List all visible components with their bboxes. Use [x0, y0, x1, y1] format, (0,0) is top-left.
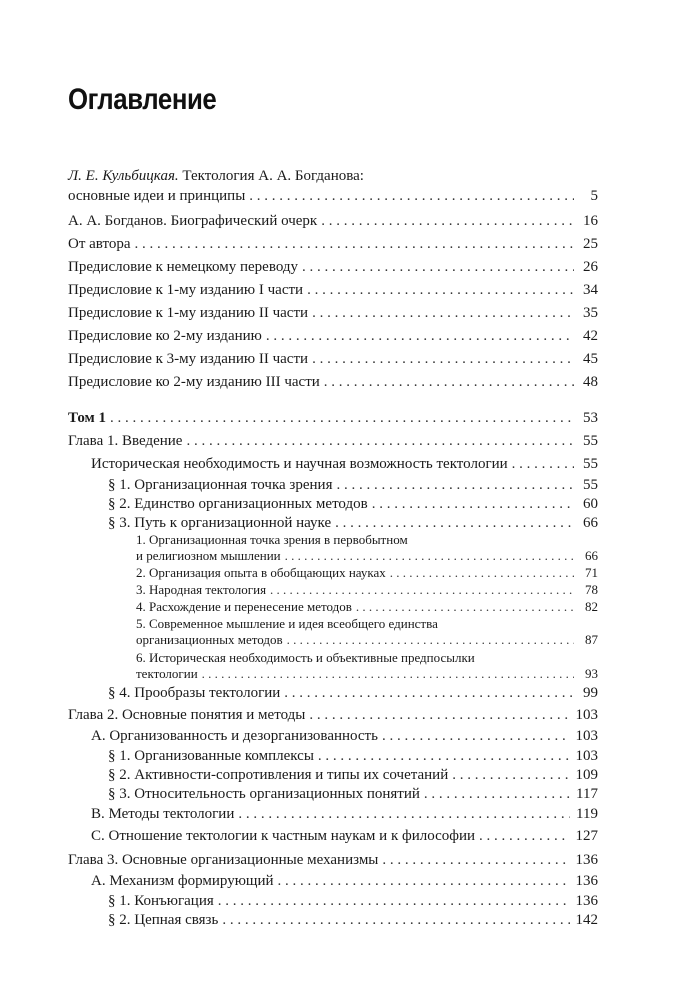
toc-entry-label: Предисловие ко 2-му изданию III части	[68, 374, 320, 390]
toc-entry-ch3-a2[interactable]	[108, 911, 598, 929]
toc-entry-chapter-1[interactable]	[68, 432, 598, 450]
toc-entry-ch1-p2[interactable]	[108, 495, 598, 513]
toc-entry-label: Предисловие к 3-му изданию II части	[68, 351, 309, 367]
dot-leader	[202, 666, 574, 682]
toc-entry-label: С. Отношение тектологии к частным наукам и к философии	[91, 828, 476, 844]
dot-leader	[238, 805, 570, 823]
toc-entry-label: Глава 1. Введение	[68, 433, 183, 449]
dot-leader	[512, 455, 574, 473]
toc-page-number: 103	[575, 748, 598, 764]
toc-entry-ch1-s1-line1: 1. Организационная точка зрения в первобытном	[136, 532, 408, 547]
toc-entry-preface-2[interactable]	[68, 327, 598, 345]
toc-entry-preface-1-part2[interactable]	[68, 304, 598, 322]
dot-leader	[284, 684, 574, 702]
toc-entry-label: § 2. Цепная связь	[108, 912, 219, 928]
dot-leader	[382, 727, 570, 745]
toc-entry-ch1-p3[interactable]	[108, 514, 598, 532]
toc-entry-label: Предисловие к 1-му изданию II части	[68, 305, 309, 321]
toc-entry-label: Глава 2. Основные понятия и методы	[68, 707, 306, 723]
dot-leader	[285, 548, 574, 564]
toc-page-number: 34	[583, 282, 598, 298]
toc-entry-label: § 4. Прообразы тектологии	[108, 685, 281, 701]
dot-leader	[356, 599, 574, 615]
toc-entry-ch2-a3[interactable]	[108, 785, 598, 803]
toc-entry-ch3-a1[interactable]	[108, 892, 598, 910]
toc-page-number: 103	[575, 707, 598, 723]
dot-leader	[249, 187, 574, 205]
toc-entry-label: § 2. Единство организационных методов	[108, 496, 368, 512]
toc-entry-preface-2-part3[interactable]	[68, 373, 598, 391]
toc-entry-label: § 1. Организационная точка зрения	[108, 477, 333, 493]
toc-entry-label: Предисловие ко 2-му изданию	[68, 328, 262, 344]
toc-entry-label: От автора	[68, 236, 131, 252]
toc-entry-intro[interactable]	[68, 187, 598, 205]
toc-page-number: 127	[575, 828, 598, 844]
toc-page-number: 35	[583, 305, 598, 321]
toc-entry-intro-line1[interactable]	[68, 167, 364, 185]
dot-leader	[372, 495, 574, 513]
dot-leader	[270, 582, 574, 598]
toc-page-number: 119	[576, 806, 598, 822]
toc-entry-ch1-s6[interactable]	[136, 666, 598, 682]
toc-page-number: 142	[575, 912, 598, 928]
dot-leader	[110, 409, 574, 427]
toc-entry-label: 3. Народная тектология	[136, 582, 267, 597]
dot-leader	[390, 565, 574, 581]
dot-leader	[278, 872, 570, 890]
toc-page-number: 55	[583, 477, 598, 493]
toc-entry-label: В. Методы тектологии	[91, 806, 235, 822]
toc-page-number: 60	[583, 496, 598, 512]
intro-title: Тектология А. А. Богданова:	[178, 168, 364, 184]
toc-entry-tom-1[interactable]	[68, 409, 598, 427]
toc-entry-label: Том 1	[68, 410, 107, 426]
toc-entry-ch1-s2[interactable]	[136, 565, 598, 581]
toc-entry-ch1-s3[interactable]	[136, 582, 598, 598]
toc-page-number: 71	[585, 565, 598, 580]
toc-page-number: 136	[575, 893, 598, 909]
toc-entry-label: § 1. Организованные комплексы	[108, 748, 314, 764]
toc-page-number: 16	[583, 213, 598, 229]
toc-page-number: 5	[590, 188, 598, 204]
toc-entry-ch1-s4[interactable]	[136, 599, 598, 615]
toc-entry-label: А. Механизм формирующий	[91, 873, 274, 889]
toc-page-number: 55	[583, 433, 598, 449]
toc-entry-ch1-s5[interactable]	[136, 632, 598, 648]
dot-leader	[312, 350, 574, 368]
toc-page-number: 53	[583, 410, 598, 426]
toc-page-number: 48	[583, 374, 598, 390]
toc-entry-label: и религиозном мышлении	[136, 548, 281, 563]
toc-entry-ch1-section[interactable]	[91, 455, 598, 473]
toc-entry-label: Предисловие к 1-му изданию I части	[68, 282, 304, 298]
toc-entry-ch1-p1[interactable]	[108, 476, 598, 494]
toc-entry-label: 2. Организация опыта в обобщающих науках	[136, 565, 386, 580]
toc-entry-ch2-c[interactable]	[91, 827, 598, 845]
dot-leader	[287, 632, 574, 648]
toc-entry-label: основные идеи и принципы	[68, 188, 246, 204]
toc-page-number: 55	[583, 456, 598, 472]
toc-entry-label: А. Организованность и дезорганизованность	[91, 728, 378, 744]
toc-page-number: 93	[585, 666, 598, 681]
toc-entry-chapter-3[interactable]	[68, 851, 598, 869]
toc-entry-label: § 3. Путь к организационной науке	[108, 515, 332, 531]
toc-entry-preface-3-part2[interactable]	[68, 350, 598, 368]
toc-entry-ch2-b[interactable]	[91, 805, 598, 823]
toc-page-number: 25	[583, 236, 598, 252]
toc-entry-label: А. А. Богданов. Биографический очерк	[68, 213, 318, 229]
dot-leader	[424, 785, 570, 803]
toc-entry-ch1-s6-line1: 6. Историческая необходимость и объективные предпосылки	[136, 650, 475, 665]
toc-entry-ch3-a[interactable]	[91, 872, 598, 890]
dot-leader	[318, 747, 570, 765]
dot-leader	[135, 235, 574, 253]
dot-leader	[382, 851, 569, 869]
toc-entry-ch1-p4[interactable]	[108, 684, 598, 702]
toc-page-number: 42	[583, 328, 598, 344]
toc-entry-chapter-2[interactable]	[68, 706, 598, 724]
toc-entry-biography[interactable]	[68, 212, 598, 230]
toc-entry-label: Глава 3. Основные организационные механизмы	[68, 852, 379, 868]
toc-entry-from-author[interactable]	[68, 235, 598, 253]
dot-leader	[307, 281, 574, 299]
toc-entry-label: § 2. Активности-сопротивления и типы их сочетаний	[108, 767, 449, 783]
dot-leader	[222, 911, 569, 929]
toc-entry-ch2-a1[interactable]	[108, 747, 598, 765]
dot-leader	[335, 514, 574, 532]
toc-entry-ch2-a2[interactable]	[108, 766, 598, 784]
toc-entry-label: § 1. Конъюгация	[108, 893, 214, 909]
toc-entry-label: тектологии	[136, 666, 198, 681]
toc-page-number: 26	[583, 259, 598, 275]
dot-leader	[302, 258, 574, 276]
toc-entry-label: Предисловие к немецкому переводу	[68, 259, 299, 275]
intro-author: Л. Е. Кульбицкая.	[68, 168, 179, 184]
page-title: Оглавление	[68, 83, 217, 116]
toc-page-number: 66	[583, 515, 598, 531]
toc-page-number: 103	[575, 728, 598, 744]
toc-page-number: 82	[585, 599, 598, 614]
dot-leader	[452, 766, 569, 784]
toc-page-number: 78	[585, 582, 598, 597]
dot-leader	[312, 304, 574, 322]
toc-page-number: 66	[585, 548, 598, 563]
toc-entry-label: § 3. Относительность организационных понятий	[108, 786, 420, 802]
toc-entry-ch1-s5-line1: 5. Современное мышление и идея всеобщего единства	[136, 616, 438, 631]
toc-entry-ch1-s1[interactable]	[136, 548, 598, 564]
toc-page-number: 45	[583, 351, 598, 367]
dot-leader	[218, 892, 570, 910]
toc-entry-preface-1-part1[interactable]	[68, 281, 598, 299]
dot-leader	[309, 706, 569, 724]
toc-entry-label: организационных методов	[136, 632, 283, 647]
toc-page-number: 87	[585, 632, 598, 647]
dot-leader	[479, 827, 569, 845]
dot-leader	[266, 327, 574, 345]
toc-entry-ch2-a[interactable]	[91, 727, 598, 745]
toc-page-number: 109	[575, 767, 598, 783]
dot-leader	[336, 476, 574, 494]
toc-page-number: 99	[583, 685, 598, 701]
dot-leader	[321, 212, 574, 230]
toc-entry-german-preface[interactable]	[68, 258, 598, 276]
toc-page-number: 136	[575, 852, 598, 868]
toc-entry-label: 4. Расхождение и перенесение методов	[136, 599, 352, 614]
dot-leader	[186, 432, 574, 450]
toc-page-number: 117	[576, 786, 598, 802]
toc-page-number: 136	[575, 873, 598, 889]
toc-entry-label: Историческая необходимость и научная возможность тектологии	[91, 456, 508, 472]
dot-leader	[324, 373, 574, 391]
